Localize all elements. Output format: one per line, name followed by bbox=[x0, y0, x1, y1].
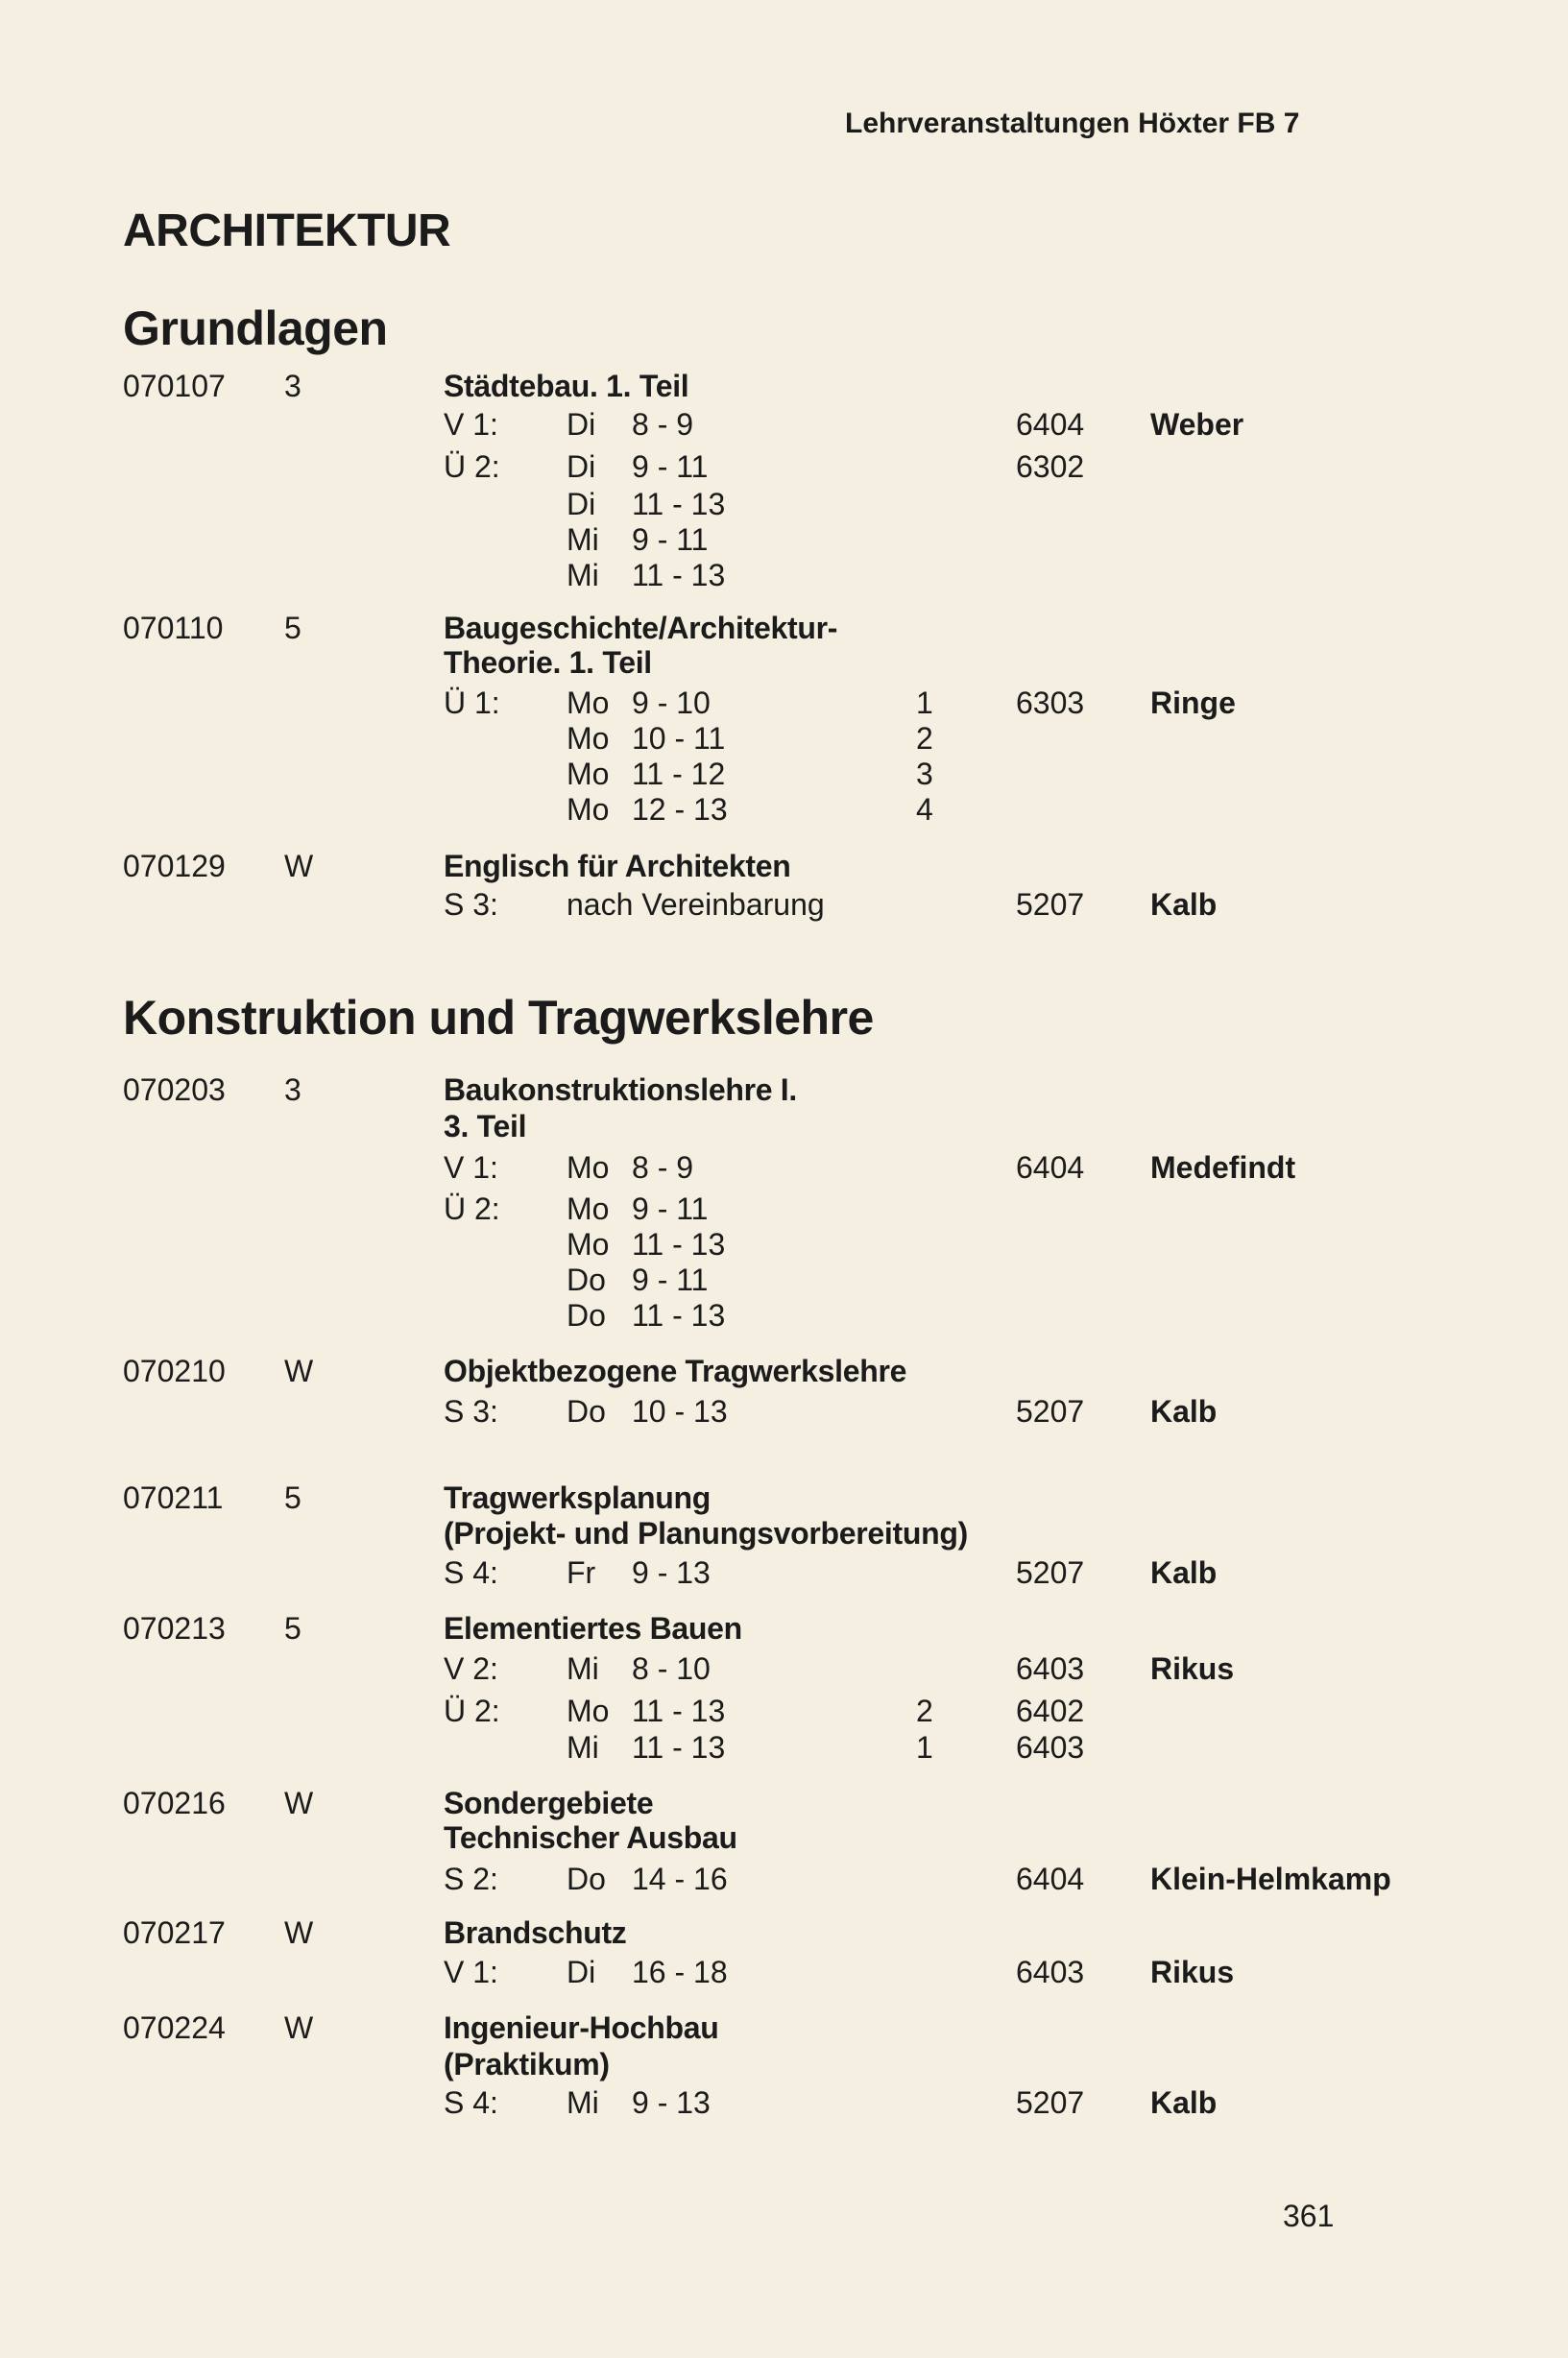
session-instructor: Rikus bbox=[1150, 1955, 1235, 1989]
course-title: Englisch für Architekten bbox=[444, 849, 791, 883]
session-instructor: Medefindt bbox=[1150, 1150, 1296, 1185]
session-day: Mi bbox=[567, 558, 599, 592]
course-number: 070224 bbox=[123, 2010, 226, 2045]
session-group: 1 bbox=[916, 686, 933, 720]
session-time: 12 - 13 bbox=[632, 792, 728, 827]
course-number: 070129 bbox=[123, 849, 226, 883]
session-room: 5207 bbox=[1016, 2085, 1085, 2120]
session-day: Do bbox=[567, 1263, 606, 1297]
session-day: Mi bbox=[567, 2085, 599, 2120]
course-credit: 5 bbox=[284, 611, 302, 645]
course-title: Städtebau. 1. Teil bbox=[444, 369, 689, 403]
session-day: Di bbox=[567, 407, 596, 442]
section-heading: Konstruktion und Tragwerkslehre bbox=[123, 991, 874, 1045]
session-day: Fr bbox=[567, 1555, 596, 1590]
course-credit: W bbox=[284, 1786, 314, 1820]
session-day: Mo bbox=[567, 686, 610, 720]
session-time: 9 - 11 bbox=[632, 1263, 709, 1297]
session-room: 6303 bbox=[1016, 686, 1085, 720]
session-group: 2 bbox=[916, 1694, 933, 1728]
course-number: 070203 bbox=[123, 1072, 226, 1107]
main-title: ARCHITEKTUR bbox=[123, 205, 451, 256]
session-time: 10 - 11 bbox=[632, 721, 726, 756]
session-room: 6403 bbox=[1016, 1730, 1085, 1765]
session-type: V 1: bbox=[444, 407, 498, 442]
course-credit: 3 bbox=[284, 369, 302, 403]
course-credit: W bbox=[284, 849, 314, 883]
session-instructor: Weber bbox=[1150, 407, 1244, 442]
course-title: Elementiertes Bauen bbox=[444, 1611, 742, 1646]
session-day: Mo bbox=[567, 1694, 610, 1728]
session-time: 9 - 13 bbox=[632, 1555, 711, 1590]
session-room: 5207 bbox=[1016, 887, 1085, 922]
session-instructor: Ringe bbox=[1150, 686, 1236, 720]
session-type: S 3: bbox=[444, 887, 498, 922]
session-day: Di bbox=[567, 1955, 596, 1989]
course-credit: 3 bbox=[284, 1072, 302, 1107]
session-room: 6402 bbox=[1016, 1694, 1085, 1728]
course-title: Baugeschichte/Architektur- bbox=[444, 611, 838, 645]
session-time: 9 - 13 bbox=[632, 2085, 711, 2120]
session-type: Ü 2: bbox=[444, 1191, 500, 1226]
session-type: Ü 2: bbox=[444, 1694, 500, 1728]
course-number: 070216 bbox=[123, 1786, 226, 1820]
session-time: 8 - 9 bbox=[632, 407, 694, 442]
course-title: 3. Teil bbox=[444, 1109, 527, 1143]
session-type: Ü 1: bbox=[444, 686, 500, 720]
course-number: 070211 bbox=[123, 1480, 224, 1515]
session-time: 10 - 13 bbox=[632, 1394, 728, 1429]
session-day: Di bbox=[567, 449, 596, 484]
session-day: Mo bbox=[567, 721, 610, 756]
session-type: Ü 2: bbox=[444, 449, 500, 484]
course-number: 070213 bbox=[123, 1611, 226, 1646]
session-time: 11 - 13 bbox=[632, 558, 726, 592]
page-number: 361 bbox=[1283, 2199, 1335, 2233]
session-time: 14 - 16 bbox=[632, 1862, 728, 1896]
session-group: 4 bbox=[916, 792, 933, 827]
course-credit: W bbox=[284, 1915, 314, 1950]
session-room: 6404 bbox=[1016, 1150, 1085, 1185]
session-day: Mo bbox=[567, 1150, 610, 1185]
session-time: 11 - 13 bbox=[632, 1227, 726, 1262]
session-type: S 4: bbox=[444, 1555, 498, 1590]
session-instructor: Kalb bbox=[1150, 887, 1218, 922]
session-type: S 4: bbox=[444, 2085, 498, 2120]
course-credit: 5 bbox=[284, 1480, 302, 1515]
session-day: Mo bbox=[567, 757, 610, 791]
session-room: 6404 bbox=[1016, 1862, 1085, 1896]
session-day: Mi bbox=[567, 1730, 599, 1765]
session-instructor: Kalb bbox=[1150, 1555, 1218, 1590]
course-title: (Praktikum) bbox=[444, 2047, 610, 2081]
session-time: 9 - 11 bbox=[632, 449, 709, 484]
session-room: 5207 bbox=[1016, 1555, 1085, 1590]
course-number: 070107 bbox=[123, 369, 226, 403]
session-room: 5207 bbox=[1016, 1394, 1085, 1429]
session-day: Mo bbox=[567, 1191, 610, 1226]
session-time: 11 - 13 bbox=[632, 1730, 726, 1765]
session-day: Mo bbox=[567, 792, 610, 827]
course-title: Ingenieur-Hochbau bbox=[444, 2010, 719, 2045]
session-day: Do bbox=[567, 1862, 606, 1896]
session-type: S 3: bbox=[444, 1394, 498, 1429]
session-group: 1 bbox=[916, 1730, 933, 1765]
session-group: 3 bbox=[916, 757, 933, 791]
session-instructor: Kalb bbox=[1150, 2085, 1218, 2120]
session-instructor: Rikus bbox=[1150, 1651, 1235, 1686]
course-credit: W bbox=[284, 1354, 314, 1388]
session-time: 11 - 13 bbox=[632, 1694, 726, 1728]
session-room: 6403 bbox=[1016, 1651, 1085, 1686]
course-title: Theorie. 1. Teil bbox=[444, 645, 652, 680]
course-title: Baukonstruktionslehre I. bbox=[444, 1072, 797, 1107]
course-title: Tragwerksplanung bbox=[444, 1480, 711, 1515]
session-instructor: Kalb bbox=[1150, 1394, 1218, 1429]
session-room: 6302 bbox=[1016, 449, 1085, 484]
session-type: V 2: bbox=[444, 1651, 498, 1686]
session-time: 8 - 10 bbox=[632, 1651, 711, 1686]
session-room: 6403 bbox=[1016, 1955, 1085, 1989]
course-number: 070217 bbox=[123, 1915, 226, 1950]
course-title: Brandschutz bbox=[444, 1915, 627, 1950]
session-day: nach Vereinbarung bbox=[567, 887, 825, 922]
session-time: 11 - 12 bbox=[632, 757, 726, 791]
session-type: V 1: bbox=[444, 1955, 498, 1989]
session-time: 9 - 10 bbox=[632, 686, 711, 720]
course-credit: W bbox=[284, 2010, 314, 2045]
session-time: 8 - 9 bbox=[632, 1150, 694, 1185]
session-day: Di bbox=[567, 487, 596, 521]
course-credit: 5 bbox=[284, 1611, 302, 1646]
session-day: Do bbox=[567, 1298, 606, 1333]
running-head: Lehrveranstaltungen Höxter FB 7 bbox=[845, 108, 1300, 139]
session-time: 11 - 13 bbox=[632, 1298, 726, 1333]
session-room: 6404 bbox=[1016, 407, 1085, 442]
session-time: 16 - 18 bbox=[632, 1955, 728, 1989]
section-heading: Grundlagen bbox=[123, 301, 388, 355]
session-day: Mi bbox=[567, 1651, 599, 1686]
session-time: 9 - 11 bbox=[632, 1191, 709, 1226]
course-number: 070110 bbox=[123, 611, 224, 645]
session-group: 2 bbox=[916, 721, 933, 756]
session-type: S 2: bbox=[444, 1862, 498, 1896]
session-day: Mi bbox=[567, 522, 599, 557]
session-instructor: Klein-Helmkamp bbox=[1150, 1862, 1391, 1896]
session-type: V 1: bbox=[444, 1150, 498, 1185]
session-day: Do bbox=[567, 1394, 606, 1429]
session-time: 9 - 11 bbox=[632, 522, 709, 557]
course-title: Objektbezogene Tragwerkslehre bbox=[444, 1354, 907, 1388]
session-day: Mo bbox=[567, 1227, 610, 1262]
course-number: 070210 bbox=[123, 1354, 226, 1388]
course-title: (Projekt- und Planungsvorbereitung) bbox=[444, 1516, 968, 1551]
course-title: Sondergebiete bbox=[444, 1786, 654, 1820]
course-title: Technischer Ausbau bbox=[444, 1820, 737, 1855]
session-time: 11 - 13 bbox=[632, 487, 726, 521]
